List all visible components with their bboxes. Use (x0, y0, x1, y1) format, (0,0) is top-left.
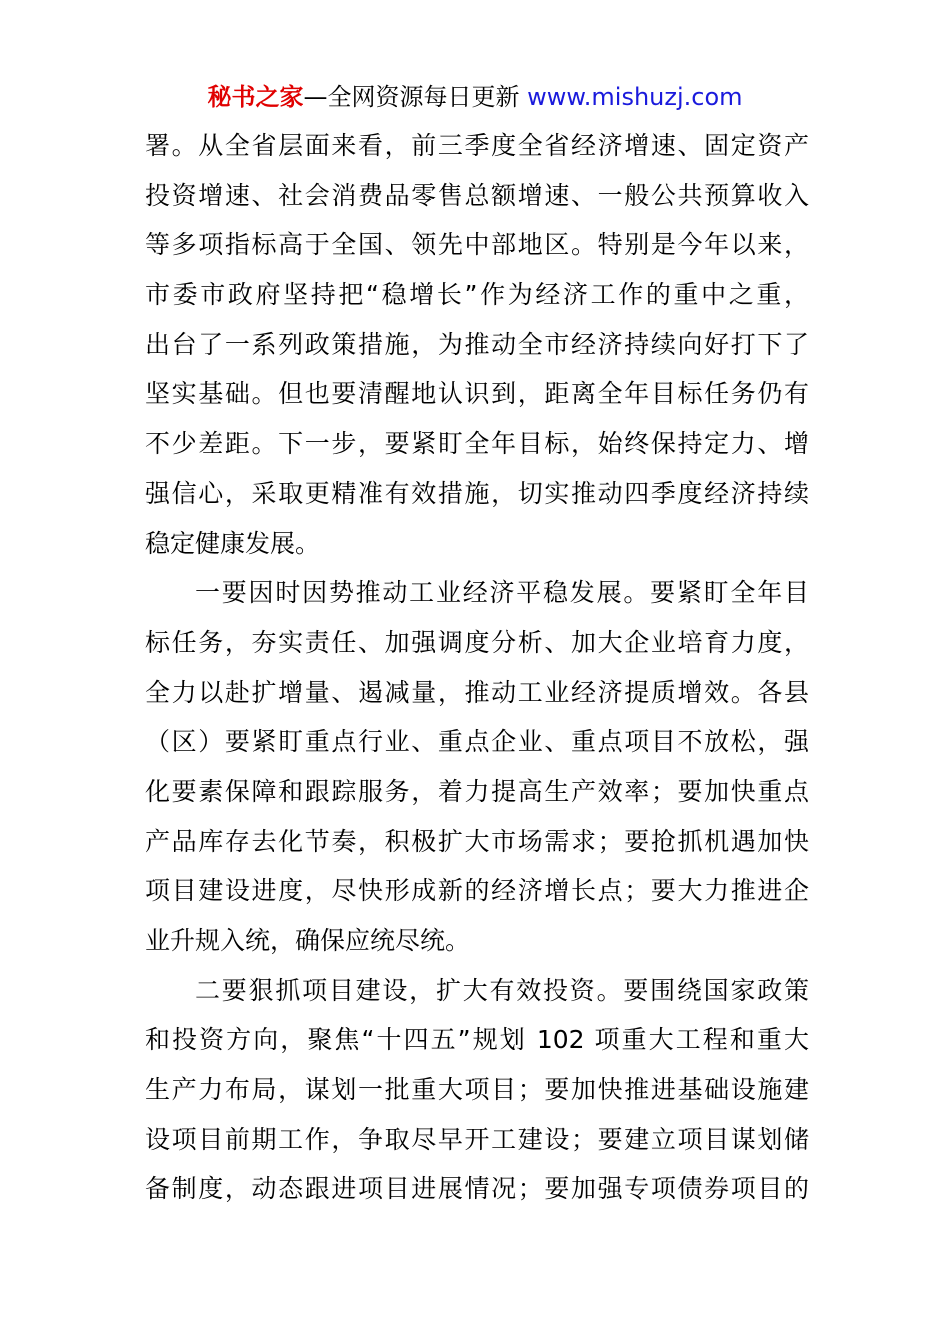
document-body (145, 121, 809, 1214)
header-tagline: —全网资源每日更新 (303, 83, 520, 111)
text-line: 出台了一系列政策措施，为推动全市经济持续向好打下了 (145, 329, 809, 359)
text-line: 等多项指标高于全国、领先中部地区。特别是今年以来， (145, 230, 809, 260)
text-line: 项目建设进度，尽快形成新的经济增长点；要大力推进企 (145, 876, 809, 906)
text-line: 化要素保障和跟踪服务，着力提高生产效率；要加快重点 (145, 776, 809, 806)
text-line: 设项目前期工作，争取尽早开工建设；要建立项目谋划储 (145, 1124, 809, 1154)
text-line: 署。从全省层面来看，前三季度全省经济增速、固定资产 (145, 131, 809, 160)
paragraph-2 (145, 568, 809, 966)
brand-name: 秘书之家 (207, 83, 304, 111)
text-line: 坚实基础。但也要清醒地认识到，距离全年目标任务仍有 (145, 379, 809, 409)
paragraph-1 (145, 121, 809, 568)
watermark-header (0, 80, 950, 114)
text-line: 投资增速、社会消费品零售总额增速、一般公共预算收入 (145, 180, 809, 210)
text-line: （区）要紧盯重点行业、重点企业、重点项目不放松，强 (145, 727, 809, 757)
site-url-link[interactable]: www.mishuzj.com (527, 83, 743, 111)
text-line: 稳定健康发展。 (145, 528, 321, 558)
text-line: 标任务，夯实责任、加强调度分析、加大企业培育力度， (145, 627, 809, 657)
text-line: 市委市政府坚持把“稳增长”作为经济工作的重中之重， (145, 280, 809, 310)
text-line: 一要因时因势推动工业经济平稳发展。要紧盯全年目 (195, 578, 809, 608)
text-line: 产品库存去化节奏，积极扩大市场需求；要抢抓机遇加快 (145, 826, 809, 856)
text-line: 业升规入统，确保应统尽统。 (145, 926, 471, 955)
text-line: 全力以赴扩增量、遏减量，推动工业经济提质增效。各县 (145, 677, 809, 707)
paragraph-3 (145, 966, 809, 1214)
text-line: 不少差距。下一步，要紧盯全年目标，始终保持定力、增 (145, 429, 809, 459)
text-line: 二要狠抓项目建设，扩大有效投资。要围绕国家政策 (195, 975, 809, 1005)
text-line: 和投资方向，聚焦“十四五”规划 102 项重大工程和重大 (145, 1025, 809, 1055)
text-line: 生产力布局，谋划一批重大项目；要加快推进基础设施建 (145, 1075, 809, 1105)
text-line: 强信心，采取更精准有效措施，切实推动四季度经济持续 (145, 478, 809, 508)
text-line: 备制度，动态跟进项目进展情况；要加强专项债券项目的 (145, 1174, 809, 1204)
